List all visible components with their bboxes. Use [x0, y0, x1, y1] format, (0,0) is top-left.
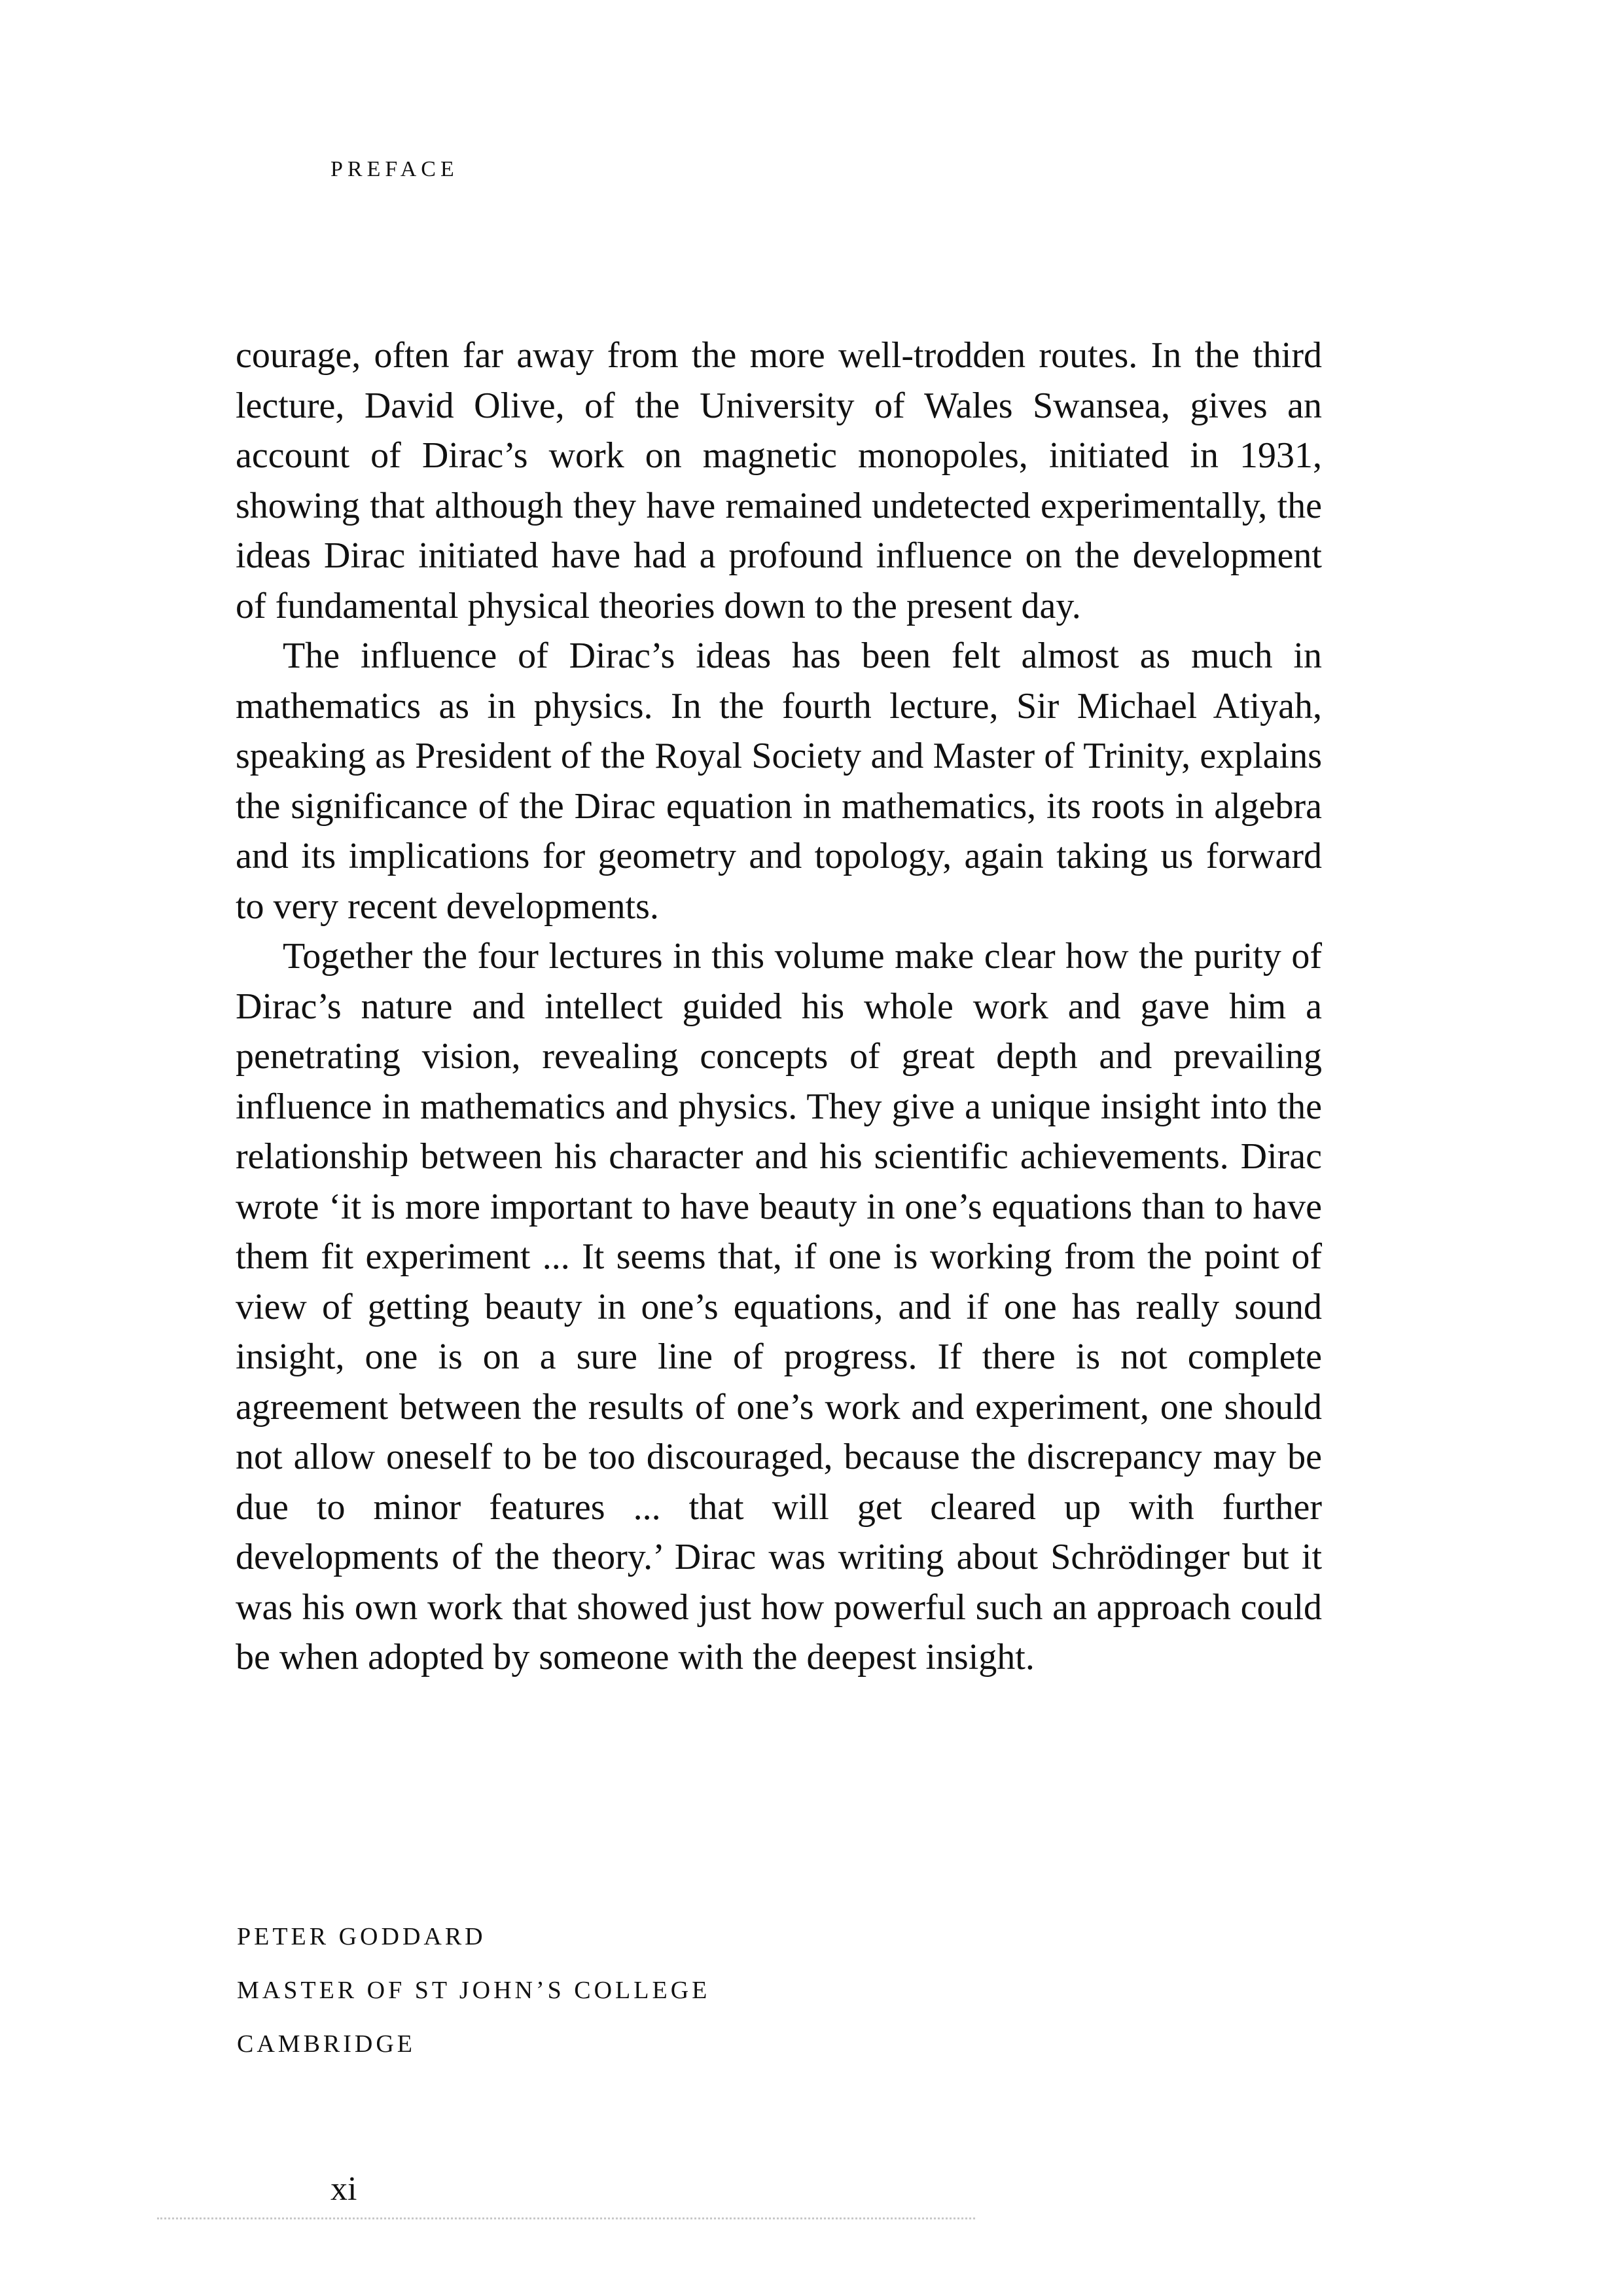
- page-number: xi: [330, 2170, 357, 2208]
- paragraph-1: courage, often far away from the more well-trodden routes. In the third lecture, David Olive, of the University of Wales Swansea, gives an account of Dirac’s work on magnetic monopoles, initiated in 1931, showing that although they have remained undetected experimentally, the ideas Dirac initiated have had a profound influence on the development of fundamental physical theories down to the present day.: [236, 335, 1322, 626]
- signature-name: PETER GODDARD: [237, 1923, 486, 1950]
- paragraph-3: Together the four lectures in this volume make clear how the purity of Dirac’s nature and intellect guided his whole work and gave him a penetrating vision, revealing concepts of great depth and prevailing influence in mathematics and physics. They give a unique insight into the relationship between his character and his scientific achievements. Dirac wrote ‘it is more important to have beauty in one’s equations than to have them fit experiment ... It seems that, if one is working from the point of view of getting beauty in one’s equations, and if one has really sound insight, one is on a sure line of progress. If there is not complete agreement between the results of one’s work and experiment, one should not allow oneself to be too discouraged, because the discrepancy may be due to minor features ... that will get cleared up with further developments of the theory.’ Dirac was writing about Schrödinger but it was his own work that showed just how powerful such an approach could be when adopted by someone with the deepest insight.: [236, 936, 1322, 1677]
- signature-block: [237, 1910, 710, 2071]
- signature-place: CAMBRIDGE: [237, 2030, 416, 2058]
- preface-body: [236, 331, 1322, 1683]
- signature-title: MASTER OF ST JOHN’S COLLEGE: [237, 1977, 711, 2004]
- footer-dotted-rule: [157, 2217, 975, 2219]
- paragraph-2: The influence of Dirac’s ideas has been felt almost as much in mathematics as in physics. In the fourth lecture, Sir Michael Atiyah, speaking as President of the Royal Society and Master of Trinity, explains the significance of the Dirac equation in mathematics, its roots in algebra and its implications for geometry and topology, again taking us forward to very recent developments.: [236, 636, 1322, 927]
- running-head: PREFACE: [330, 157, 459, 181]
